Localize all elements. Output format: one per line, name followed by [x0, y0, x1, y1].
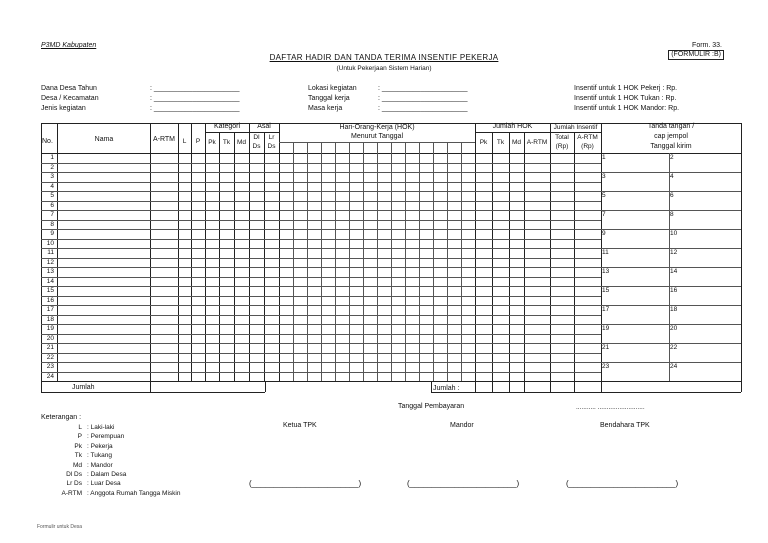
legend-key: Pk	[74, 442, 82, 450]
signature-number: 4	[670, 173, 674, 180]
signature-number: 1	[602, 154, 606, 161]
sign-ketua-blank: (________________________)	[249, 479, 362, 488]
col-no: No.	[42, 138, 53, 145]
row-number: 23	[46, 363, 54, 370]
row-number: 22	[46, 353, 54, 361]
grid-line	[41, 381, 741, 382]
grid-line	[41, 191, 601, 192]
grid-line	[41, 381, 42, 392]
col-pk: Pk	[208, 139, 216, 146]
signature-number: 19	[602, 325, 610, 332]
row-number: 12	[46, 258, 54, 266]
signature-number: 15	[602, 287, 610, 294]
grid-line	[492, 381, 493, 392]
grid-line	[550, 381, 551, 392]
col-jumlah-hok: Jumlah HOK	[492, 123, 533, 130]
col-kategori: Kategori	[213, 123, 241, 130]
bottom-note: Formulir untuk Desa	[37, 524, 83, 530]
col-lr: Lr	[268, 134, 275, 141]
keterangan-label: Keterangan :	[41, 414, 82, 421]
grid-line	[433, 142, 434, 381]
legend-value: : Laki-laki	[87, 424, 115, 431]
grid-line	[41, 220, 601, 221]
signature-number: 10	[670, 230, 678, 237]
grid-line	[41, 305, 601, 306]
row-number: 16	[46, 296, 54, 304]
col-signature-1: Tanda tangan /	[647, 123, 695, 130]
incentive-rate: Insentif untuk 1 HOK Pekerj : Rp.	[574, 85, 678, 92]
grid-line	[574, 381, 575, 392]
signature-number: 20	[670, 325, 678, 332]
sign-mandor-blank: (________________________)	[407, 479, 520, 488]
grid-line	[265, 381, 266, 392]
info-value: : ______________________	[378, 105, 468, 112]
sign-bendahara-blank: (________________________)	[566, 479, 679, 488]
grid-line	[741, 123, 742, 381]
incentive-rate: Insentif untuk 1 HOK Tukan : Rp.	[574, 95, 677, 102]
grid-line	[349, 142, 350, 381]
grid-line	[447, 142, 448, 381]
sign-bendahara-label: Bendahara TPK	[600, 422, 650, 429]
grid-line	[41, 392, 265, 393]
page-subtitle: (Untuk Pekerjaan Sistem Harian)	[336, 65, 432, 72]
col-dl: Dl	[253, 134, 260, 141]
grid-line	[41, 286, 601, 287]
signature-number: 7	[602, 211, 606, 218]
signature-number: 12	[670, 249, 678, 256]
legend-value: : Mandor	[87, 461, 113, 469]
grid-line	[41, 201, 601, 202]
legend-key: Tk	[74, 452, 82, 460]
grid-line	[377, 142, 378, 381]
grid-line	[41, 362, 601, 363]
col-signature-3: Tanggal kirim	[650, 143, 692, 150]
sign-ketua-label: Ketua TPK	[283, 422, 317, 429]
grid-line	[41, 248, 601, 249]
col-jumlah-tk: Tk	[496, 139, 505, 146]
grid-line	[279, 142, 475, 143]
row-number: 10	[46, 239, 54, 247]
row-number: 15	[46, 287, 54, 294]
signature-number: 3	[602, 173, 606, 180]
row-number: 13	[46, 268, 54, 275]
row-number: 21	[46, 344, 54, 351]
jumlah-left-label: Jumlah	[72, 384, 95, 391]
info-value: : ______________________	[150, 105, 240, 112]
grid-line	[475, 381, 476, 392]
signature-number: 8	[670, 211, 674, 218]
org-label: P3MD Kabupaten	[41, 42, 97, 49]
col-jumlah-insentif: Jumlah Insentif	[553, 124, 598, 131]
legend-value: : Luar Desa	[87, 480, 121, 488]
signature-number: 5	[602, 192, 606, 199]
row-number: 9	[50, 230, 54, 237]
signature-number: 21	[602, 344, 610, 351]
info-label: Dana Desa Tahun	[41, 85, 97, 92]
col-jumlah-artm: A-RTM	[526, 139, 548, 146]
col-l: L	[182, 138, 187, 145]
grid-line	[741, 381, 742, 392]
info-label: Lokasi kegiatan	[308, 85, 357, 92]
grid-line	[475, 132, 601, 133]
grid-line	[41, 277, 601, 278]
col-jumlah-md: Md	[511, 139, 522, 146]
grid-line	[41, 353, 601, 354]
row-number: 2	[50, 163, 54, 171]
form-number: Form. 33.	[692, 42, 722, 49]
row-number: 7	[50, 211, 54, 218]
info-label: Masa kerja	[308, 105, 343, 112]
grid-line	[391, 142, 392, 381]
col-ds: Ds	[252, 143, 261, 150]
col-insentif-artm: A-RTM	[577, 134, 598, 141]
grid-line	[419, 142, 420, 381]
row-number: 20	[46, 334, 54, 342]
row-number: 4	[50, 182, 54, 190]
grid-line	[41, 315, 601, 316]
col-jumlah-pk: Pk	[479, 139, 488, 146]
grid-line	[321, 142, 322, 381]
grid-line	[41, 210, 601, 211]
legend-key: Dl Ds	[66, 471, 82, 478]
grid-line	[41, 324, 601, 325]
grid-line	[41, 258, 601, 259]
row-number: 6	[50, 201, 54, 209]
grid-line	[41, 334, 601, 335]
legend-value: : Anggota Rumah Tangga Miskin	[87, 489, 181, 497]
row-number: 11	[47, 249, 54, 256]
signature-number: 9	[602, 230, 606, 237]
info-value: : ______________________	[150, 95, 240, 102]
legend-value: : Pekerja	[87, 442, 113, 450]
info-label: Tanggal kerja	[308, 95, 350, 102]
grid-line	[431, 392, 741, 393]
col-md: Md	[236, 139, 247, 146]
grid-line	[363, 142, 364, 381]
row-number: 1	[50, 154, 54, 161]
grid-line	[307, 142, 308, 381]
jumlah-right-label: Jumlah :	[433, 385, 460, 392]
col-total-rp: (Rp)	[555, 143, 569, 150]
signature-number: 14	[670, 268, 678, 275]
info-value: : ______________________	[378, 95, 468, 102]
grid-line	[461, 142, 462, 381]
row-number: 19	[46, 325, 54, 332]
signature-number: 24	[670, 363, 678, 370]
grid-line	[601, 381, 602, 392]
row-number: 24	[46, 372, 54, 380]
col-insentif-artm-rp: (Rp)	[581, 143, 594, 150]
row-number: 3	[50, 173, 54, 180]
legend-key: A-RTM	[61, 489, 82, 497]
info-label: Desa / Kecamatan	[41, 95, 99, 102]
grid-line	[150, 381, 151, 392]
grid-line	[41, 229, 601, 230]
col-signature-2: cap jempol	[654, 133, 688, 140]
signature-number: 2	[670, 154, 674, 161]
incentive-rate: Insentif untuk 1 HOK Mandor: Rp.	[574, 105, 680, 112]
grid-line	[41, 343, 601, 344]
col-hok-title: Hari-Orang-Kerja (HOK)	[339, 124, 415, 131]
legend-key: L	[78, 424, 82, 431]
col-hok-subtitle: Menurut Tanggal	[350, 133, 404, 140]
col-p: P	[195, 138, 201, 145]
col-asal: Asal	[257, 123, 271, 130]
grid-line	[41, 267, 601, 268]
grid-line	[509, 381, 510, 392]
row-number: 14	[46, 277, 54, 285]
page-title: DAFTAR HADIR DAN TANDA TERIMA INSENTIF PEKERJA	[269, 53, 499, 62]
sign-mandor-label: Mandor	[450, 422, 474, 429]
row-number: 17	[46, 306, 54, 313]
legend-key: Md	[72, 461, 82, 469]
grid-line	[524, 381, 525, 392]
info-value: : ______________________	[150, 85, 240, 92]
signature-number: 13	[602, 268, 610, 275]
info-value: : ______________________	[378, 85, 468, 92]
grid-line	[41, 163, 601, 164]
row-number: 5	[50, 192, 54, 199]
signature-number: 6	[670, 192, 674, 199]
form-code: (FORMULIR :B)	[668, 50, 724, 60]
grid-line	[405, 142, 406, 381]
row-number: 18	[46, 315, 54, 323]
signature-number: 18	[670, 306, 678, 313]
grid-line	[41, 172, 601, 173]
grid-line	[205, 132, 279, 133]
legend-value: : Perempuan	[87, 433, 125, 441]
signature-number: 17	[602, 306, 610, 313]
legend-value: : Tukang	[87, 452, 112, 460]
grid-line	[41, 296, 601, 297]
grid-line	[41, 182, 601, 183]
grid-line	[335, 142, 336, 381]
row-number: 8	[50, 220, 54, 228]
col-nama: Nama	[94, 136, 114, 143]
signature-number: 23	[602, 363, 610, 370]
signature-number: 11	[602, 249, 609, 256]
grid-line	[293, 142, 294, 381]
col-artm: A-RTM	[152, 136, 176, 143]
grid-line	[431, 381, 432, 392]
col-total: Total	[555, 134, 569, 141]
grid-line	[41, 372, 601, 373]
legend-key: Lr Ds	[66, 480, 82, 488]
signature-number: 16	[670, 287, 678, 294]
info-label: Jenis kegiatan	[41, 105, 86, 112]
payment-date-label: Tanggal Pembayaran	[398, 403, 465, 410]
signature-number: 22	[670, 344, 678, 351]
col-ds: Ds	[267, 143, 276, 150]
grid-line	[41, 239, 601, 240]
legend-value: : Dalam Desa	[87, 471, 127, 478]
col-tk: Tk	[222, 139, 231, 146]
payment-date-dots: ........... ..........................	[576, 404, 645, 411]
legend-key: P	[77, 433, 82, 441]
